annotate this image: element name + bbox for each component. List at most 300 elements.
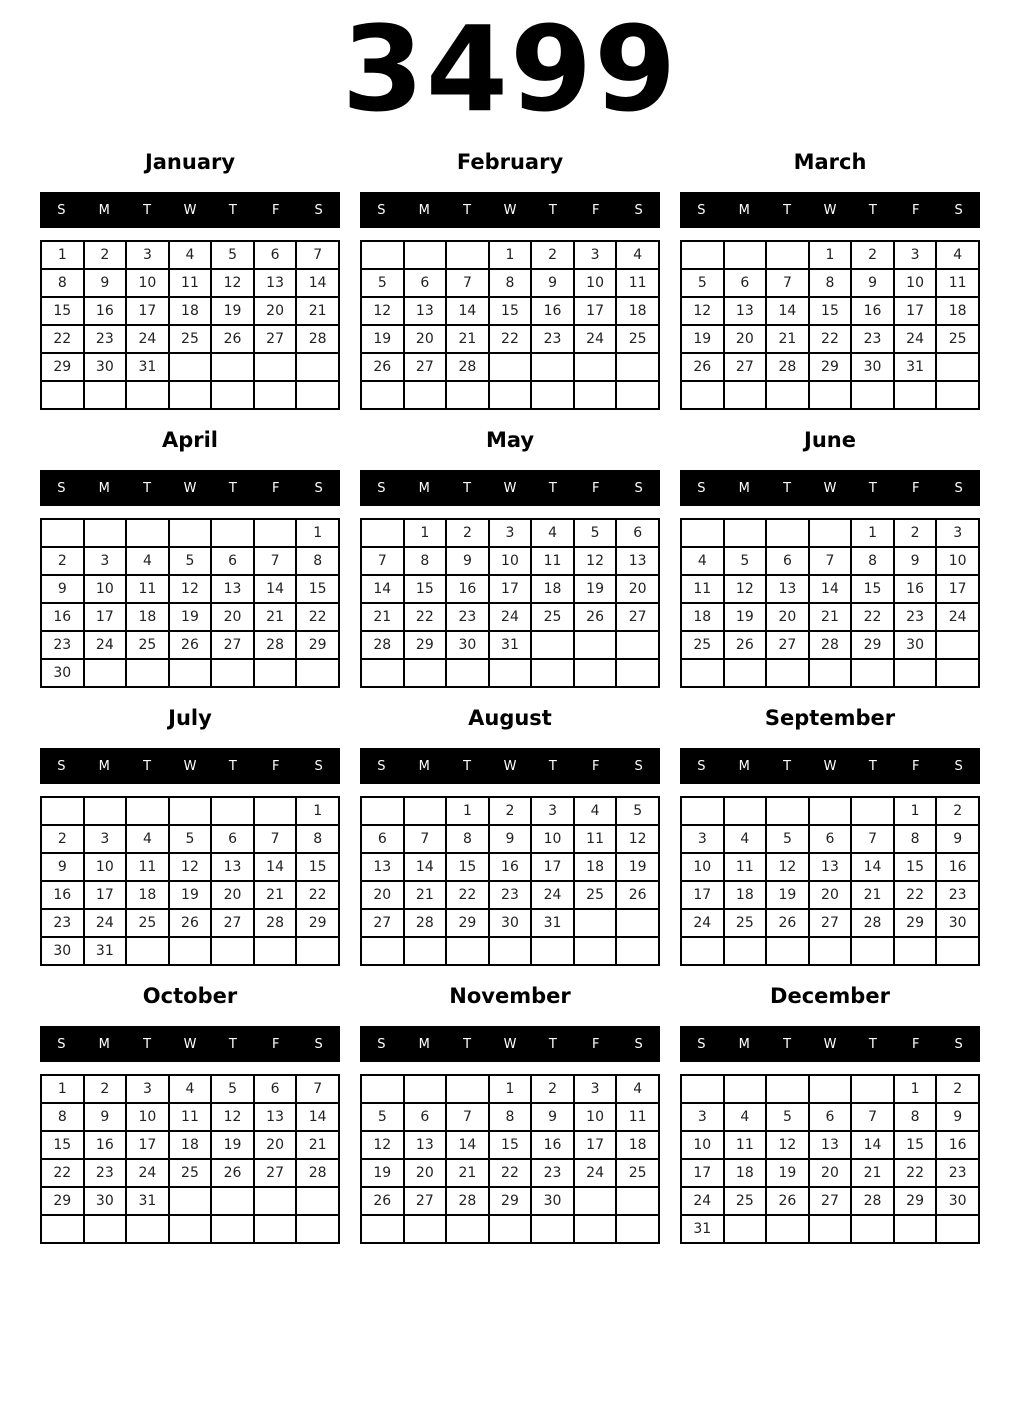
day-cell: 30 [84, 1187, 127, 1215]
day-cell: 3 [84, 547, 127, 575]
day-cell: 21 [296, 1131, 339, 1159]
month-title: March [793, 150, 867, 175]
day-cell: 15 [41, 297, 84, 325]
day-cell: 4 [169, 241, 212, 269]
day-cell: 15 [894, 853, 937, 881]
day-cell [809, 797, 852, 825]
day-cell: 15 [489, 1131, 532, 1159]
day-cell: 16 [84, 297, 127, 325]
weekday-label: S [377, 758, 386, 774]
day-cell [809, 937, 852, 965]
month-date-table [40, 240, 340, 410]
weekday-label: T [463, 1036, 472, 1052]
day-cell: 20 [211, 881, 254, 909]
day-cell: 2 [489, 797, 532, 825]
month-title: May [485, 428, 535, 453]
day-cell [41, 381, 84, 409]
weekday-header-bar [40, 470, 340, 506]
day-cell: 20 [211, 603, 254, 631]
week-row [361, 353, 659, 381]
day-cell [296, 937, 339, 965]
day-cell: 20 [809, 881, 852, 909]
day-cell: 18 [574, 853, 617, 881]
day-cell: 10 [894, 269, 937, 297]
day-cell: 4 [724, 825, 767, 853]
day-cell: 13 [766, 575, 809, 603]
week-row [41, 269, 339, 297]
week-row [681, 853, 979, 881]
day-cell [446, 1215, 489, 1243]
weekday-label: S [697, 202, 706, 218]
day-cell [404, 1215, 447, 1243]
month-date-table [360, 796, 660, 966]
day-cell: 22 [851, 603, 894, 631]
weekday-label: S [314, 758, 323, 774]
day-cell: 2 [936, 797, 979, 825]
weekday-header-bar [680, 192, 980, 228]
day-cell: 1 [296, 519, 339, 547]
day-cell: 16 [851, 297, 894, 325]
week-row [361, 241, 659, 269]
day-cell: 6 [809, 825, 852, 853]
day-cell: 1 [404, 519, 447, 547]
day-cell: 14 [446, 297, 489, 325]
day-cell [489, 381, 532, 409]
day-cell: 21 [254, 881, 297, 909]
week-row [41, 603, 339, 631]
day-cell: 3 [681, 1103, 724, 1131]
day-cell: 23 [41, 909, 84, 937]
day-cell [211, 1187, 254, 1215]
week-row [41, 1131, 339, 1159]
day-cell [254, 1187, 297, 1215]
day-cell: 9 [851, 269, 894, 297]
week-row [41, 659, 339, 687]
day-cell [574, 909, 617, 937]
day-cell [724, 1215, 767, 1243]
day-cell: 24 [84, 909, 127, 937]
day-cell: 17 [126, 297, 169, 325]
day-cell [616, 353, 659, 381]
day-cell [361, 1075, 404, 1103]
day-cell: 21 [404, 881, 447, 909]
day-cell: 17 [574, 297, 617, 325]
month-title: January [144, 150, 236, 175]
day-cell: 2 [531, 1075, 574, 1103]
day-cell: 10 [84, 853, 127, 881]
day-cell: 12 [574, 547, 617, 575]
day-cell: 26 [361, 1187, 404, 1215]
week-row [681, 659, 979, 687]
day-cell: 19 [681, 325, 724, 353]
week-row [361, 1215, 659, 1243]
day-cell: 17 [894, 297, 937, 325]
month-block [680, 137, 980, 415]
weekday-label: S [697, 480, 706, 496]
weekday-label: W [183, 758, 197, 774]
week-row [41, 881, 339, 909]
weekday-label: F [271, 202, 280, 218]
week-row [361, 659, 659, 687]
weekday-label: S [57, 480, 66, 496]
day-cell: 31 [531, 909, 574, 937]
day-cell [404, 659, 447, 687]
week-row [361, 853, 659, 881]
day-cell [766, 381, 809, 409]
day-cell: 23 [936, 881, 979, 909]
week-row [41, 825, 339, 853]
day-cell: 4 [936, 241, 979, 269]
weekday-label: W [183, 480, 197, 496]
day-cell [681, 519, 724, 547]
weekday-label: T [783, 1036, 792, 1052]
day-cell: 23 [489, 881, 532, 909]
weekday-header-bar [360, 748, 660, 784]
day-cell: 27 [809, 909, 852, 937]
day-cell: 14 [404, 853, 447, 881]
day-cell [211, 353, 254, 381]
day-cell: 30 [489, 909, 532, 937]
week-row [41, 1159, 339, 1187]
day-cell: 8 [894, 825, 937, 853]
day-cell: 9 [936, 825, 979, 853]
day-cell: 23 [84, 1159, 127, 1187]
day-cell: 30 [41, 659, 84, 687]
day-cell: 10 [574, 1103, 617, 1131]
weekday-label: S [954, 758, 963, 774]
day-cell: 30 [84, 353, 127, 381]
weekday-label: S [954, 202, 963, 218]
day-cell [446, 659, 489, 687]
week-row [361, 297, 659, 325]
day-cell: 18 [126, 603, 169, 631]
day-cell: 19 [169, 603, 212, 631]
month-title: December [770, 984, 890, 1009]
day-cell: 28 [809, 631, 852, 659]
day-cell: 18 [126, 881, 169, 909]
day-cell: 15 [446, 853, 489, 881]
day-cell: 22 [489, 325, 532, 353]
day-cell: 1 [894, 1075, 937, 1103]
day-cell: 10 [126, 269, 169, 297]
day-cell: 29 [489, 1187, 532, 1215]
day-cell [766, 937, 809, 965]
day-cell: 11 [936, 269, 979, 297]
day-cell [254, 1215, 297, 1243]
week-row [41, 1215, 339, 1243]
weekday-label: T [463, 480, 472, 496]
day-cell: 29 [851, 631, 894, 659]
day-cell: 19 [616, 853, 659, 881]
day-cell: 12 [616, 825, 659, 853]
day-cell: 26 [681, 353, 724, 381]
day-cell: 5 [766, 825, 809, 853]
day-cell: 7 [851, 825, 894, 853]
day-cell: 22 [41, 325, 84, 353]
day-cell: 2 [851, 241, 894, 269]
day-cell: 6 [254, 241, 297, 269]
weekday-label: F [911, 202, 920, 218]
day-cell [616, 937, 659, 965]
day-cell: 23 [446, 603, 489, 631]
day-cell: 29 [809, 353, 852, 381]
day-cell: 8 [41, 1103, 84, 1131]
weekday-label: M [738, 758, 750, 774]
weekday-label: T [868, 480, 877, 496]
weekday-header-bar [40, 748, 340, 784]
day-cell: 26 [724, 631, 767, 659]
day-cell: 15 [404, 575, 447, 603]
day-cell: 9 [894, 547, 937, 575]
day-cell: 8 [296, 825, 339, 853]
day-cell: 5 [766, 1103, 809, 1131]
day-cell: 16 [84, 1131, 127, 1159]
day-cell: 19 [211, 297, 254, 325]
day-cell [809, 1215, 852, 1243]
day-cell: 17 [84, 881, 127, 909]
day-cell: 15 [489, 297, 532, 325]
weekday-label: S [377, 1036, 386, 1052]
weekday-header-bar [360, 192, 660, 228]
day-cell: 6 [809, 1103, 852, 1131]
weekday-label: M [98, 480, 110, 496]
day-cell: 10 [531, 825, 574, 853]
day-cell: 21 [446, 1159, 489, 1187]
day-cell [681, 1075, 724, 1103]
week-row [41, 631, 339, 659]
day-cell: 20 [766, 603, 809, 631]
day-cell: 29 [296, 631, 339, 659]
day-cell [724, 659, 767, 687]
day-cell: 16 [936, 1131, 979, 1159]
week-row [41, 853, 339, 881]
day-cell [361, 1215, 404, 1243]
week-row [41, 797, 339, 825]
day-cell: 4 [616, 1075, 659, 1103]
week-row [681, 353, 979, 381]
day-cell: 20 [404, 325, 447, 353]
day-cell: 24 [126, 325, 169, 353]
day-cell: 21 [766, 325, 809, 353]
day-cell: 24 [531, 881, 574, 909]
month-title: February [456, 150, 564, 175]
day-cell [616, 659, 659, 687]
day-cell: 9 [84, 269, 127, 297]
day-cell: 16 [489, 853, 532, 881]
week-row [41, 297, 339, 325]
weekday-label: F [591, 480, 600, 496]
day-cell: 18 [724, 881, 767, 909]
weekday-label: S [954, 1036, 963, 1052]
day-cell: 7 [446, 1103, 489, 1131]
day-cell: 20 [616, 575, 659, 603]
day-cell: 19 [766, 1159, 809, 1187]
day-cell: 19 [766, 881, 809, 909]
day-cell: 15 [851, 575, 894, 603]
day-cell: 8 [404, 547, 447, 575]
day-cell [169, 1215, 212, 1243]
day-cell: 29 [404, 631, 447, 659]
day-cell [169, 937, 212, 965]
weekday-label: T [143, 202, 152, 218]
day-cell: 8 [296, 547, 339, 575]
weekday-label: W [503, 1036, 517, 1052]
day-cell [574, 353, 617, 381]
weekday-header-bar [40, 1026, 340, 1062]
day-cell: 24 [489, 603, 532, 631]
week-row [361, 1187, 659, 1215]
day-cell: 14 [254, 575, 297, 603]
day-cell [851, 1075, 894, 1103]
day-cell [446, 937, 489, 965]
day-cell: 14 [361, 575, 404, 603]
weekday-label: T [783, 758, 792, 774]
day-cell [766, 1215, 809, 1243]
week-row [361, 1159, 659, 1187]
day-cell: 22 [41, 1159, 84, 1187]
day-cell: 16 [531, 297, 574, 325]
day-cell: 12 [211, 269, 254, 297]
day-cell: 5 [169, 825, 212, 853]
day-cell: 12 [724, 575, 767, 603]
day-cell [296, 1215, 339, 1243]
day-cell: 25 [126, 909, 169, 937]
day-cell: 24 [126, 1159, 169, 1187]
day-cell [766, 797, 809, 825]
day-cell: 22 [809, 325, 852, 353]
day-cell: 21 [851, 1159, 894, 1187]
weekday-label: W [823, 758, 837, 774]
day-cell: 21 [254, 603, 297, 631]
day-cell [574, 1215, 617, 1243]
day-cell: 5 [574, 519, 617, 547]
day-cell: 29 [446, 909, 489, 937]
day-cell [169, 381, 212, 409]
day-cell: 10 [574, 269, 617, 297]
day-cell: 20 [254, 297, 297, 325]
day-cell [296, 659, 339, 687]
weekday-label: F [911, 758, 920, 774]
month-block [680, 693, 980, 971]
day-cell: 15 [894, 1131, 937, 1159]
day-cell: 4 [531, 519, 574, 547]
day-cell: 25 [574, 881, 617, 909]
day-cell: 11 [616, 1103, 659, 1131]
day-cell [766, 519, 809, 547]
day-cell: 24 [681, 909, 724, 937]
weekday-label: M [418, 202, 430, 218]
day-cell: 31 [84, 937, 127, 965]
day-cell: 22 [894, 1159, 937, 1187]
day-cell [404, 937, 447, 965]
day-cell: 17 [936, 575, 979, 603]
months-grid [40, 137, 980, 1249]
day-cell: 13 [809, 1131, 852, 1159]
weekday-label: M [418, 758, 430, 774]
day-cell: 22 [446, 881, 489, 909]
day-cell: 14 [809, 575, 852, 603]
day-cell [489, 659, 532, 687]
week-row [361, 575, 659, 603]
month-title: April [161, 428, 219, 453]
weekday-label: F [911, 480, 920, 496]
day-cell: 19 [169, 881, 212, 909]
day-cell: 27 [616, 603, 659, 631]
day-cell: 21 [446, 325, 489, 353]
day-cell [936, 659, 979, 687]
day-cell [766, 659, 809, 687]
weekday-label: T [228, 480, 237, 496]
day-cell: 13 [211, 853, 254, 881]
day-cell: 13 [809, 853, 852, 881]
day-cell: 31 [681, 1215, 724, 1243]
day-cell: 26 [766, 909, 809, 937]
day-cell: 14 [446, 1131, 489, 1159]
day-cell: 12 [169, 853, 212, 881]
day-cell: 20 [724, 325, 767, 353]
day-cell: 17 [126, 1131, 169, 1159]
day-cell [404, 241, 447, 269]
day-cell [254, 381, 297, 409]
week-row [41, 519, 339, 547]
day-cell: 30 [851, 353, 894, 381]
day-cell [211, 937, 254, 965]
day-cell: 28 [296, 325, 339, 353]
day-cell: 30 [894, 631, 937, 659]
day-cell: 8 [41, 269, 84, 297]
year-title: 3499 [341, 0, 679, 138]
week-row [361, 825, 659, 853]
day-cell: 6 [404, 269, 447, 297]
day-cell [681, 381, 724, 409]
day-cell [681, 937, 724, 965]
month-block [360, 971, 660, 1249]
day-cell: 14 [296, 1103, 339, 1131]
day-cell [296, 353, 339, 381]
day-cell: 7 [851, 1103, 894, 1131]
weekday-label: T [868, 1036, 877, 1052]
day-cell [211, 519, 254, 547]
day-cell: 10 [936, 547, 979, 575]
day-cell [851, 659, 894, 687]
week-row [681, 241, 979, 269]
week-row [41, 353, 339, 381]
day-cell [296, 381, 339, 409]
day-cell [126, 381, 169, 409]
day-cell [724, 1075, 767, 1103]
day-cell: 9 [489, 825, 532, 853]
day-cell [809, 1075, 852, 1103]
day-cell [84, 797, 127, 825]
day-cell: 6 [404, 1103, 447, 1131]
day-cell: 30 [936, 1187, 979, 1215]
month-block [40, 415, 340, 693]
month-block [40, 137, 340, 415]
weekday-label: M [738, 1036, 750, 1052]
day-cell: 24 [574, 1159, 617, 1187]
day-cell [254, 797, 297, 825]
week-row [41, 909, 339, 937]
day-cell: 30 [41, 937, 84, 965]
day-cell [126, 659, 169, 687]
day-cell: 4 [574, 797, 617, 825]
day-cell: 7 [404, 825, 447, 853]
day-cell: 1 [809, 241, 852, 269]
day-cell: 23 [936, 1159, 979, 1187]
week-row [681, 881, 979, 909]
day-cell: 8 [894, 1103, 937, 1131]
day-cell [41, 1215, 84, 1243]
